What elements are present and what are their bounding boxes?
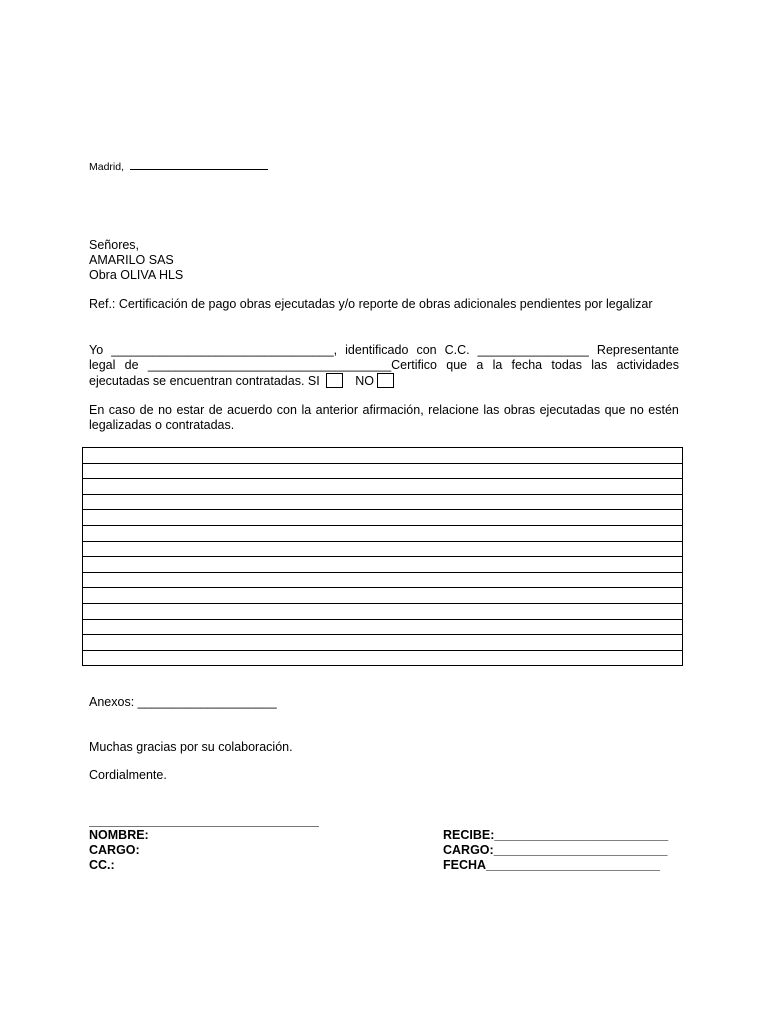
word: acuerdo	[227, 403, 273, 417]
certification-line-1	[89, 343, 679, 358]
table-row	[83, 635, 683, 651]
table-row	[83, 572, 683, 588]
word: Yo	[89, 343, 104, 357]
certification-line-3	[89, 373, 394, 389]
word: de	[139, 403, 154, 417]
place-label: Madrid,	[89, 161, 125, 173]
word: caso	[108, 403, 136, 417]
table-row	[83, 448, 683, 464]
word: En	[89, 403, 105, 417]
disagreement-line-1	[89, 403, 679, 418]
table-cell[interactable]	[83, 541, 683, 557]
word: las	[483, 403, 500, 417]
table-cell[interactable]	[83, 479, 683, 495]
word: estén	[648, 403, 679, 417]
table-cell[interactable]	[83, 525, 683, 541]
table-cell[interactable]	[83, 494, 683, 510]
si-checkbox[interactable]	[326, 373, 343, 388]
table-row	[83, 479, 683, 495]
word: actividades	[616, 358, 680, 372]
word: anterior	[315, 403, 359, 417]
word: la	[301, 403, 312, 417]
date-line	[89, 157, 268, 175]
table-cell[interactable]	[83, 572, 683, 588]
table-cell[interactable]	[83, 448, 683, 464]
table-cell[interactable]	[83, 619, 683, 635]
id-blank[interactable]: ________________	[477, 343, 589, 357]
word: no	[158, 403, 172, 417]
word: relacione	[428, 403, 479, 417]
signature-line[interactable]	[89, 826, 319, 827]
table-row	[83, 541, 683, 557]
receiver-position-field[interactable]: CARGO:_________________________	[443, 843, 668, 857]
table-row	[83, 463, 683, 479]
word: de	[208, 403, 223, 417]
receiver-date-field[interactable]: FECHA_________________________	[443, 858, 660, 872]
addressee-company: AMARILO SAS	[89, 253, 174, 267]
table-cell[interactable]	[83, 557, 683, 573]
works-table-body	[83, 448, 683, 666]
word: legal	[89, 358, 116, 372]
word: todas	[551, 358, 582, 372]
no-label: NO	[355, 374, 374, 388]
word: la	[492, 358, 503, 372]
date-blank[interactable]	[130, 157, 268, 170]
signer-id-label: CC.:	[89, 858, 115, 872]
table-row	[83, 603, 683, 619]
table-row	[83, 494, 683, 510]
word: afirmación,	[362, 403, 424, 417]
word: no	[629, 403, 644, 417]
disagreement-line-2: legalizadas o contratadas.	[89, 418, 235, 432]
addressee-project: Obra OLIVA HLS	[89, 268, 184, 282]
word: de	[124, 358, 139, 372]
word: identificado	[345, 343, 409, 357]
signer-position-label: CARGO:	[89, 843, 140, 857]
word: que	[446, 358, 468, 372]
table-row	[83, 650, 683, 666]
word: que	[604, 403, 626, 417]
table-cell[interactable]	[83, 635, 683, 651]
name-blank[interactable]: ________________________________,	[111, 343, 338, 357]
word: C.C.	[444, 343, 470, 357]
word: estar	[176, 403, 205, 417]
table-row	[83, 619, 683, 635]
signer-name-label: NOMBRE:	[89, 828, 149, 842]
no-checkbox[interactable]	[377, 373, 394, 388]
table-cell[interactable]	[83, 603, 683, 619]
table-cell[interactable]	[83, 463, 683, 479]
salutation: Señores,	[89, 238, 140, 252]
table-cell[interactable]	[83, 650, 683, 666]
reference-line: Ref.: Certificación de pago obras ejecutadas y/o reporte de obras adicionales pendientes por legalizar	[89, 297, 653, 311]
table-row	[83, 525, 683, 541]
word: fecha	[511, 358, 543, 372]
table-row	[83, 557, 683, 573]
word: a	[476, 358, 484, 372]
table-cell[interactable]	[83, 588, 683, 604]
word: ejecutadas	[539, 403, 601, 417]
word: Representante	[596, 343, 679, 357]
closing-line: Cordialmente.	[89, 768, 167, 782]
table-row	[83, 588, 683, 604]
company-blank[interactable]: ___________________________________Certifico	[147, 358, 437, 372]
certification-line-2	[89, 358, 679, 373]
thanks-line: Muchas gracias por su colaboración.	[89, 740, 293, 754]
certification-line-3-text: ejecutadas se encuentran contratadas. SI	[89, 374, 320, 388]
word: con	[276, 403, 297, 417]
word: obras	[503, 403, 536, 417]
receiver-receives-field[interactable]: RECIBE:_________________________	[443, 828, 669, 842]
word: las	[591, 358, 608, 372]
table-cell[interactable]	[83, 510, 683, 526]
word: con	[416, 343, 437, 357]
works-table	[82, 447, 683, 666]
table-row	[83, 510, 683, 526]
annexes-line[interactable]: Anexos: ____________________	[89, 695, 277, 709]
